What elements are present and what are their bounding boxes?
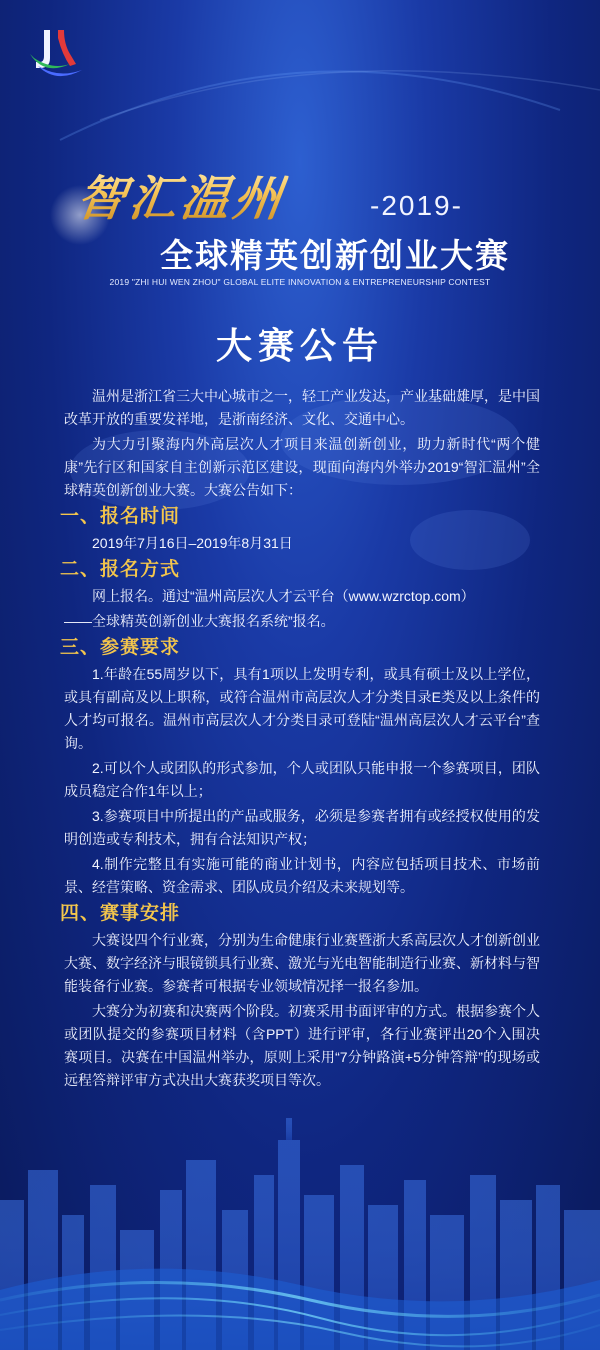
registration-time-text: 2019年7月16日–2019年8月31日: [92, 535, 293, 551]
year-label: -2019-: [370, 190, 463, 221]
title-calligraphy: 智汇温州: [73, 160, 291, 229]
contest-logo-icon: [24, 24, 88, 82]
notice-content: [60, 385, 540, 1094]
requirement-4: 4.制作完整且有实施可能的商业计划书，内容应包括项目技术、市场前景、经营策略、资金需求、团队成员介绍及未来规划等。: [64, 856, 540, 895]
english-subtitle: 2019 "ZHI HUI WEN ZHOU" GLOBAL ELITE INNOVATION & ENTREPRENEURSHIP CONTEST: [109, 277, 491, 287]
arrangement-paragraph-2: 大赛分为初赛和决赛两个阶段。初赛采用书面评审的方式。根据参赛个人或团队提交的参赛项目材料（含PPT）进行评审，各行业赛评出20个入围决赛项目。决赛在中国温州举办，原则上采用“7分钟路演+5分钟答辩”的现场或远程答辩评审方式决出大赛获奖项目等次。: [64, 1003, 540, 1088]
requirement-2: 2.可以个人或团队的形式参加，个人或团队只能申报一个参赛项目，团队成员稳定合作1年以上；: [64, 760, 540, 799]
section-heading-requirements: 三、参赛要求: [60, 637, 181, 658]
requirement-3: 3.参赛项目中所提出的产品或服务，必须是参赛者拥有或经授权使用的发明创造或专利技术，拥有合法知识产权；: [64, 808, 540, 847]
section-heading-registration-time: 一、报名时间: [60, 506, 181, 527]
requirement-1: 1.年龄在55周岁以下，具有1项以上发明专利，或具有硕士及以上学位，或具有副高及以上职称，或符合温州市高层次人才分类目录E类及以上条件的人才均可报名。温州市高层次人才分类目录可登陆“温州高层次人才云平台”查询。: [64, 666, 540, 751]
section-heading-arrangement: 四、赛事安排: [60, 903, 181, 924]
registration-method-line-1: 网上报名。通过“温州高层次人才云平台（www.wzrctop.com）: [92, 588, 475, 604]
notice-title: 大赛公告: [215, 325, 384, 366]
registration-method-line-2: ——全球精英创新创业大赛报名系统”报名。: [64, 613, 335, 629]
section-heading-registration-method: 二、报名方式: [60, 559, 181, 580]
contest-subtitle: 全球精英创新创业大赛: [160, 237, 510, 274]
arrangement-paragraph-1: 大赛设四个行业赛，分别为生命健康行业赛暨浙大系高层次人才创新创业大赛、数字经济与眼镜锁具行业赛、激光与光电智能制造行业赛、新材料与智能装备行业赛。参赛者可根据专业领域情况择一报名参加。: [64, 932, 540, 994]
intro-paragraph-1: 温州是浙江省三大中心城市之一，轻工产业发达，产业基础雄厚，是中国改革开放的重要发祥地，是浙南经济、文化、交通中心。: [64, 388, 540, 427]
intro-paragraph-2: 为大力引聚海内外高层次人才项目来温创新创业，助力新时代“两个健康”先行区和国家自主创新示范区建设，现面向海内外举办2019“智汇温州”全球精英创新创业大赛。大赛公告如下：: [64, 436, 540, 498]
